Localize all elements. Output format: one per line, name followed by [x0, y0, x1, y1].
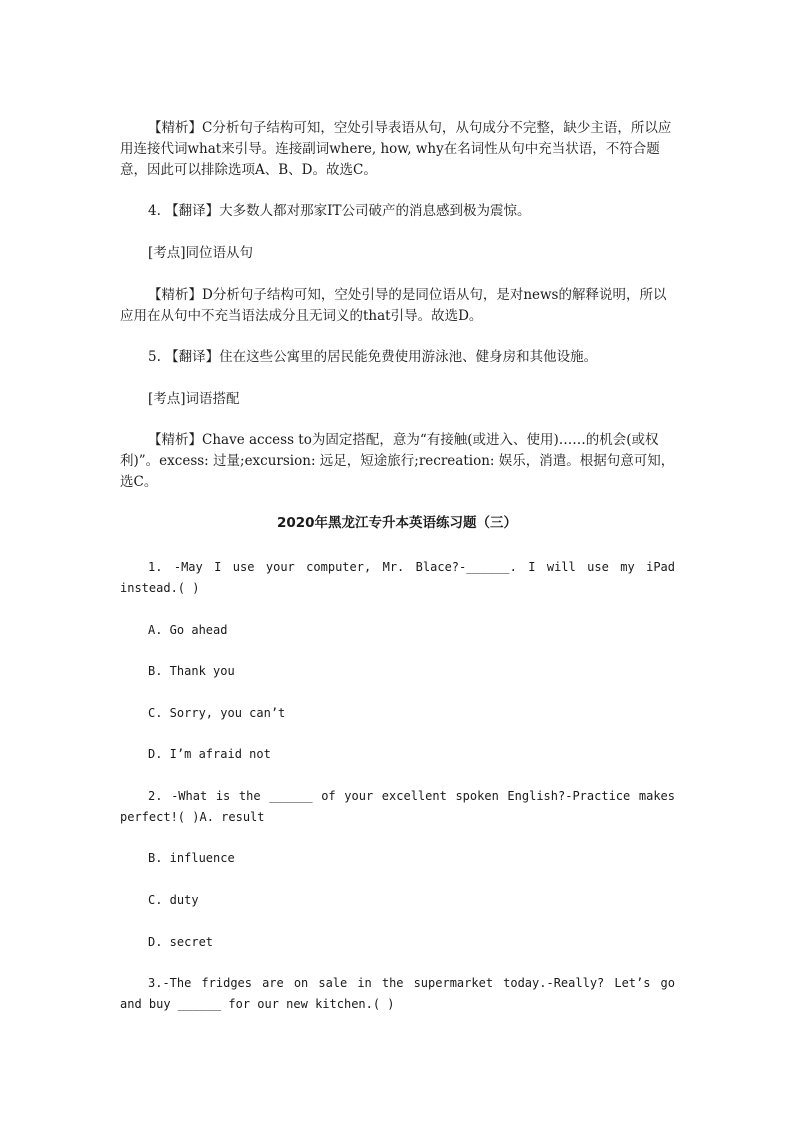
question-2-option-d: D. secret: [148, 935, 214, 949]
translation-5: 5. 【翻译】住在这些公寓里的居民能免费使用游泳池、健身房和其他设施。: [148, 349, 598, 365]
key-point-5: [考点]词语搭配: [148, 391, 240, 407]
question-2-option-b: B. influence: [148, 851, 235, 865]
question-1-option-a: A. Go ahead: [148, 623, 228, 637]
question-1-option-b: B. Thank you: [148, 664, 235, 678]
section-title: 2020年黑龙江专升本英语练习题（三）: [276, 515, 518, 531]
question-1-option-c: C. Sorry, you can’t: [148, 706, 286, 720]
translation-4: 4. 【翻译】大多数人都对那家IT公司破产的消息感到极为震惊。: [148, 203, 531, 219]
question-3: 3.-The fridges are on sale in the supermarket today.-Really? Let’s go and buy ______ for our new kitchen.( ): [120, 976, 675, 1011]
analysis-paragraph-4: 【精析】D分析句子结构可知，空处引导的是同位语从句，是对news的解释说明，所以应用在从句中不充当语法成分且无词义的that引导。故选D。: [120, 287, 667, 324]
question-2-option-c: C. duty: [148, 893, 199, 907]
question-2: 2. -What is the ______ of your excellent spoken English?-Practice makes perfect!( )A. result: [120, 789, 675, 824]
key-point-4: [考点]同位语从句: [148, 245, 254, 261]
question-1: 1. -May I use your computer, Mr. Blace?-______. I will use my iPad instead.( ): [120, 560, 675, 595]
analysis-paragraph-3: 【精析】C分析句子结构可知，空处引导表语从句，从句成分不完整，缺少主语，所以应用连接代词what来引导。连接副词where, how, why在名词性从句中充当状语，不符合题意，因此可以排除选项A、B、D。故选C。: [120, 120, 672, 178]
analysis-paragraph-5: 【精析】Chave access to为固定搭配，意为“有接触(或进入、使用)……的机会(或权利)”。excess: 过量;excursion: 远足，短途旅行;recreation: 娱乐，消遣。根据句意可知，选C。: [120, 432, 675, 490]
question-1-option-d: D. I’m afraid not: [148, 747, 271, 761]
